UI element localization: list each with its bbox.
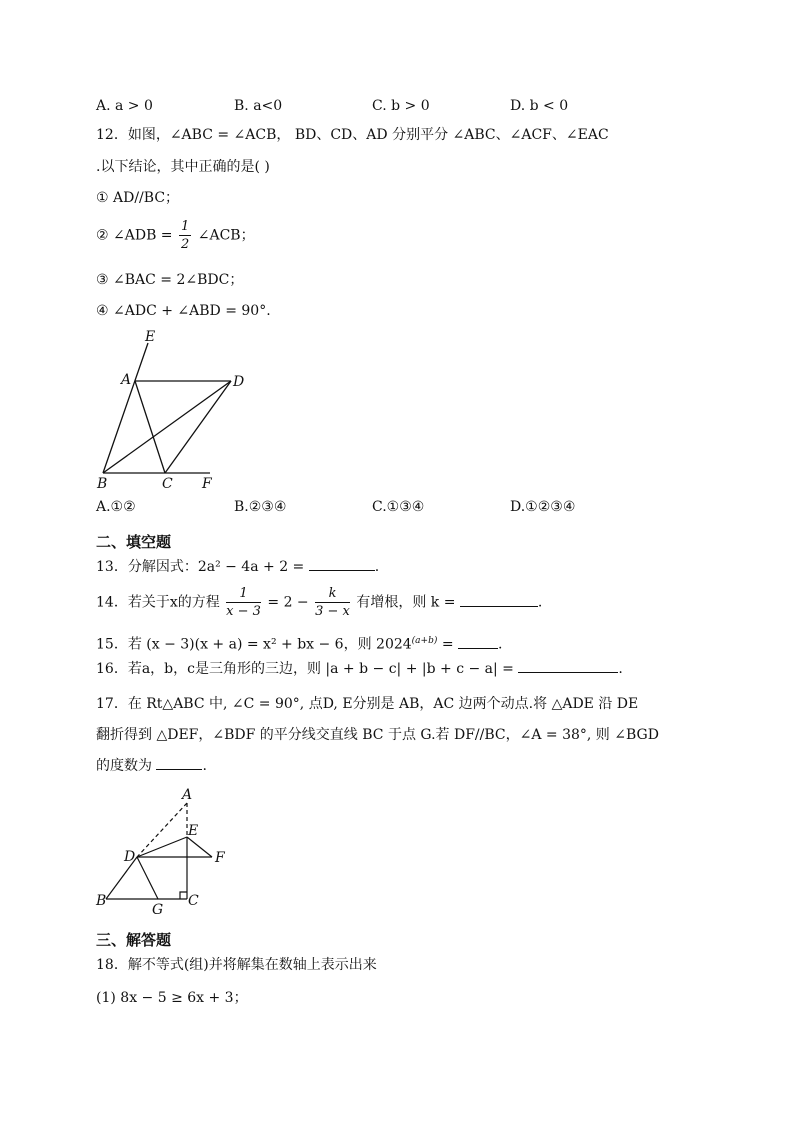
section-title-fill-in: 二、填空题 xyxy=(96,533,172,551)
fraction-denominator: 2 xyxy=(181,237,190,252)
q15-end: . xyxy=(498,636,503,653)
q14-suffix: 有增根，则 k = xyxy=(356,594,456,611)
q16-answer-blank xyxy=(518,660,618,673)
q12-statement-1: ① AD//BC； xyxy=(96,190,180,206)
label-c: C xyxy=(188,893,199,909)
label-b: B xyxy=(96,893,107,909)
q14-mid: = 2 − xyxy=(267,594,309,611)
q14-prefix: 14．若关于x的方程 xyxy=(96,594,220,611)
q15-exponent: (a+b) xyxy=(411,636,438,646)
label-a: A xyxy=(121,372,132,388)
q12-stem-line2: .以下结论，其中正确的是( ) xyxy=(96,159,270,175)
section-title-solutions: 三、解答题 xyxy=(96,931,172,949)
q17-end: . xyxy=(202,758,207,774)
q18-stem: 18．解不等式(组)并将解集在数轴上表示出来 xyxy=(96,957,377,973)
q12-statement-3: ③ ∠BAC = 2∠BDC； xyxy=(96,272,244,288)
line-be xyxy=(103,343,148,473)
fraction-denominator: 3 − x xyxy=(315,604,350,619)
q14-answer-blank xyxy=(460,594,538,607)
line-dg xyxy=(137,857,158,899)
fraction-numerator: k xyxy=(315,585,350,603)
q16-text: 16．若a，b，c是三角形的三边，则 |a + b − c| + |b + c − a| = xyxy=(96,661,514,677)
label-d: D xyxy=(233,374,245,390)
q14-fraction-1 xyxy=(226,585,261,620)
line-bd xyxy=(106,857,137,899)
q12-statement-4: ④ ∠ADC + ∠ABD = 90°. xyxy=(96,303,271,319)
q12-s2-suffix: ∠ACB； xyxy=(197,227,255,244)
q14-end: . xyxy=(537,594,543,611)
label-e: E xyxy=(188,823,199,839)
q12-option-b: B.②③④ xyxy=(234,499,287,515)
q17-line2: 翻折得到 △DEF，∠BDF 的平分线交直线 BC 于点 G.若 DF//BC，∠A = 38°, 则 ∠BGD xyxy=(96,727,659,743)
fraction-numerator: 1 xyxy=(181,219,190,234)
q12-stem-line1: 12．如图，∠ABC = ∠ACB， BD、CD、AD 分别平分 ∠ABC、∠ACF、∠EAC xyxy=(96,127,609,143)
q13-text: 13．分解因式：2a² − 4a + 2 = xyxy=(96,559,305,575)
line-bd xyxy=(103,381,231,473)
q15-answer-blank xyxy=(458,636,498,649)
q11-option-b: B. a<0 xyxy=(234,98,283,114)
right-angle-mark xyxy=(180,892,187,899)
q16-end: . xyxy=(618,661,623,677)
q11-option-c: C. b > 0 xyxy=(372,98,430,114)
q12-s2-fraction xyxy=(179,218,191,253)
q11-option-d: D. b < 0 xyxy=(510,98,569,114)
label-d: D xyxy=(124,849,136,865)
line-ac xyxy=(135,381,165,473)
q13-answer-blank xyxy=(309,558,375,571)
q18-part1: (1) 8x − 5 ≥ 6x + 3； xyxy=(96,990,248,1006)
line-cd xyxy=(165,381,231,473)
q16 xyxy=(96,659,623,679)
q12-option-c: C.①③④ xyxy=(372,499,425,515)
q12-statement-2 xyxy=(96,218,255,253)
q15 xyxy=(96,631,502,655)
q17-answer-blank xyxy=(156,757,202,770)
label-b: B xyxy=(97,476,108,492)
line-ef xyxy=(187,837,212,857)
line-de xyxy=(137,837,187,857)
q12-option-a: A.①② xyxy=(96,499,136,515)
label-a: A xyxy=(182,787,193,803)
q13 xyxy=(96,557,379,577)
q14-fraction-2 xyxy=(315,585,350,620)
label-e: E xyxy=(145,329,156,345)
q15-text: 15．若 (x − 3)(x + a) = x² + bx − 6，则 2024 xyxy=(96,636,412,653)
fraction-denominator: x − 3 xyxy=(226,604,261,619)
q13-end: . xyxy=(374,559,380,575)
q12-s2-prefix: ② ∠ADB = xyxy=(96,227,173,244)
q17-line3-text: 的度数为 xyxy=(96,758,152,774)
fraction-numerator: 1 xyxy=(226,585,261,603)
q12-option-d: D.①②③④ xyxy=(510,499,576,515)
label-c: C xyxy=(162,476,173,492)
line-ad-dashed xyxy=(137,803,187,857)
q11-option-a: A. a > 0 xyxy=(96,98,153,114)
label-g: G xyxy=(152,902,164,918)
q17-line1: 17．在 Rt△ABC 中, ∠C = 90°, 点D, E分别是 AB，AC 边两个动点.将 △ADE 沿 DE xyxy=(96,696,639,712)
q17-line3 xyxy=(96,756,207,776)
q15-tail: = xyxy=(437,636,454,653)
label-f: F xyxy=(215,850,225,866)
label-f: F xyxy=(202,476,212,492)
q14 xyxy=(96,585,542,620)
